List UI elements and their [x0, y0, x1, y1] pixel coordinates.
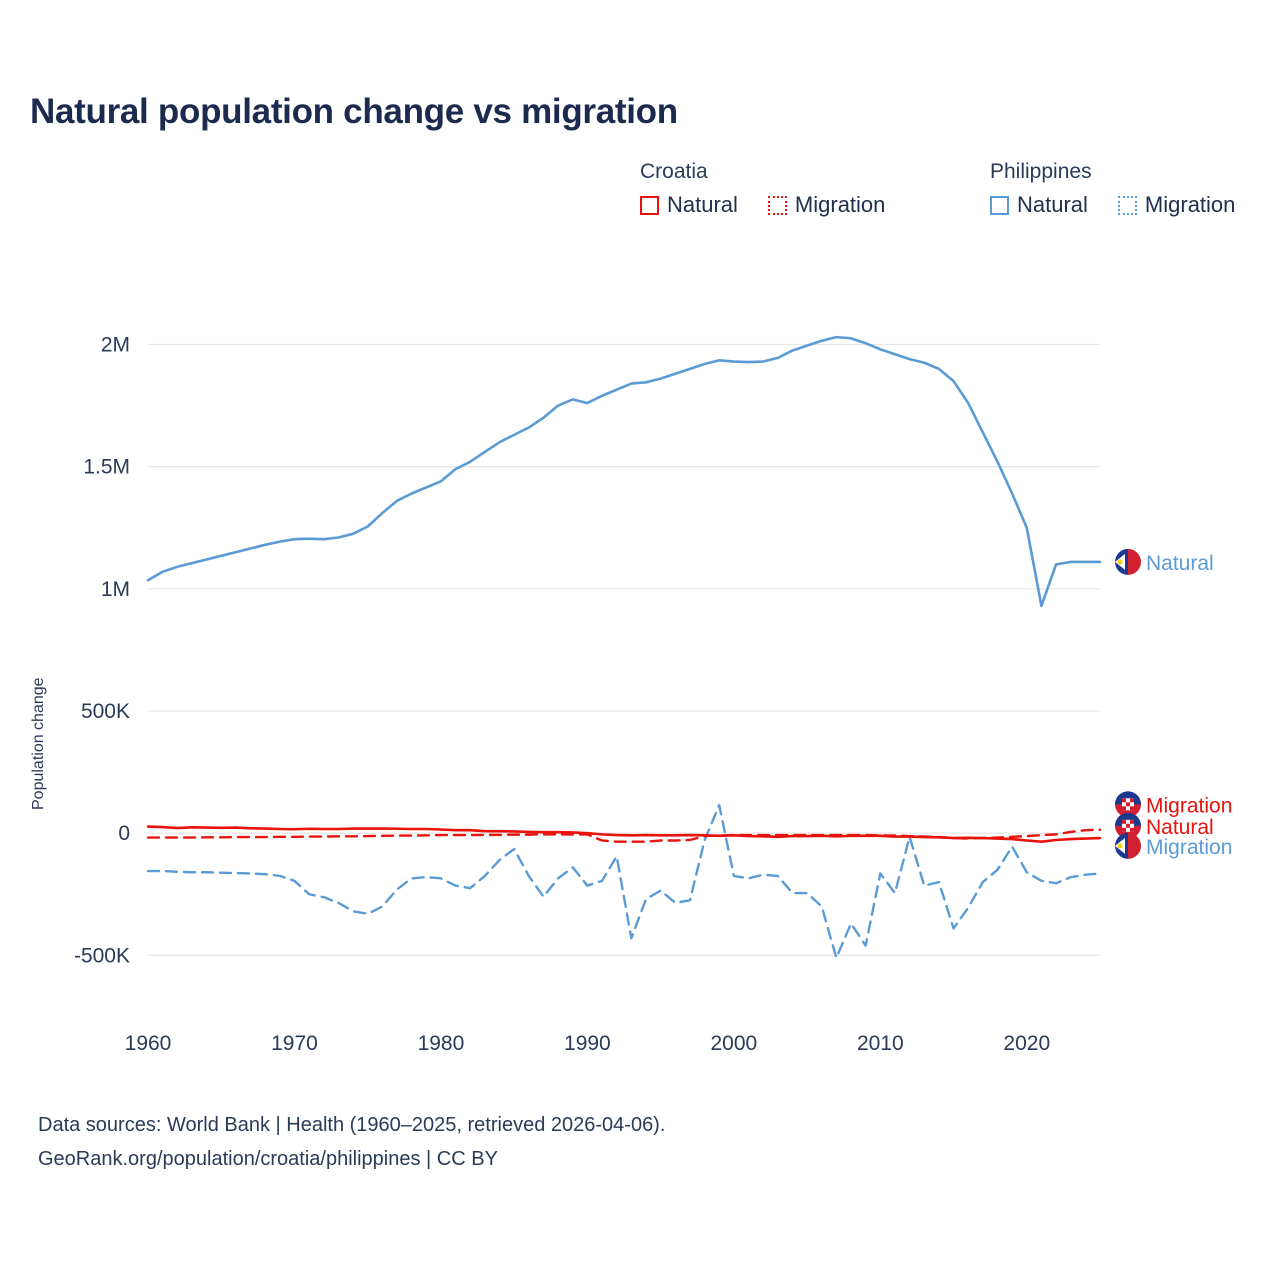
series-line-philippines-natural	[148, 337, 1100, 606]
legend-label: Migration	[1144, 192, 1236, 217]
x-axis-tick-label: 1980	[417, 1032, 465, 1055]
legend-swatch-dotted-blue-icon	[1118, 196, 1137, 215]
legend-group-title-philippines: Philippines	[990, 160, 1092, 183]
footer-line-attribution: GeoRank.org/population/croatia/philippines | CC BY	[38, 1148, 498, 1170]
legend-group-croatia	[640, 160, 910, 218]
x-axis-tick-label: 2020	[1003, 1032, 1051, 1055]
y-axis-label: Population change	[30, 677, 47, 810]
y-axis-tick-label: 0	[118, 822, 130, 846]
legend-group-title-croatia: Croatia	[640, 160, 708, 183]
line-chart	[0, 270, 1280, 1060]
chart-legend	[640, 160, 1260, 218]
y-axis-tick-label: 500K	[80, 699, 130, 723]
legend-item-philippines-migration[interactable]	[1118, 192, 1235, 218]
legend-label: Migration	[794, 192, 886, 217]
x-axis-tick-label: 2000	[710, 1032, 758, 1055]
legend-group-philippines	[990, 160, 1260, 218]
legend-swatch-solid-red-icon	[640, 196, 659, 215]
end-label-philippines-migration: Migration	[1146, 835, 1233, 859]
legend-item-croatia-natural[interactable]	[640, 192, 738, 218]
y-axis-tick-label: 1.5M	[83, 455, 130, 479]
end-label-philippines-natural: Natural	[1146, 551, 1214, 575]
chart-footer	[38, 1108, 665, 1176]
legend-swatch-dotted-red-icon	[768, 196, 787, 215]
page-title: Natural population change vs migration	[30, 92, 678, 131]
series-line-croatia-natural	[148, 827, 1100, 842]
legend-swatch-solid-blue-icon	[990, 196, 1009, 215]
y-axis-tick-label: -500K	[73, 944, 130, 968]
y-axis-tick-label: 1M	[100, 577, 130, 601]
legend-label: Natural	[1017, 192, 1088, 217]
x-axis-tick-label: 2010	[856, 1032, 904, 1055]
x-axis-tick-label: 1990	[564, 1032, 611, 1055]
legend-label: Natural	[667, 192, 738, 217]
y-axis-tick-label: 2M	[100, 333, 130, 357]
end-marker-flag-philippines-icon	[1115, 549, 1141, 575]
end-label-croatia-migration: Migration	[1146, 794, 1233, 818]
x-axis-tick-label: 1960	[124, 1032, 172, 1055]
legend-item-philippines-natural[interactable]	[990, 192, 1088, 218]
end-label-croatia-natural: Natural	[1146, 815, 1214, 839]
chart-plot-area	[0, 270, 1280, 1055]
x-axis-tick-label: 1970	[271, 1032, 318, 1055]
footer-line-sources: Data sources: World Bank | Health (1960–2025, retrieved 2026-04-06).	[38, 1114, 666, 1136]
legend-item-croatia-migration[interactable]	[768, 192, 885, 218]
end-marker-flag-philippines-icon	[1115, 833, 1141, 859]
